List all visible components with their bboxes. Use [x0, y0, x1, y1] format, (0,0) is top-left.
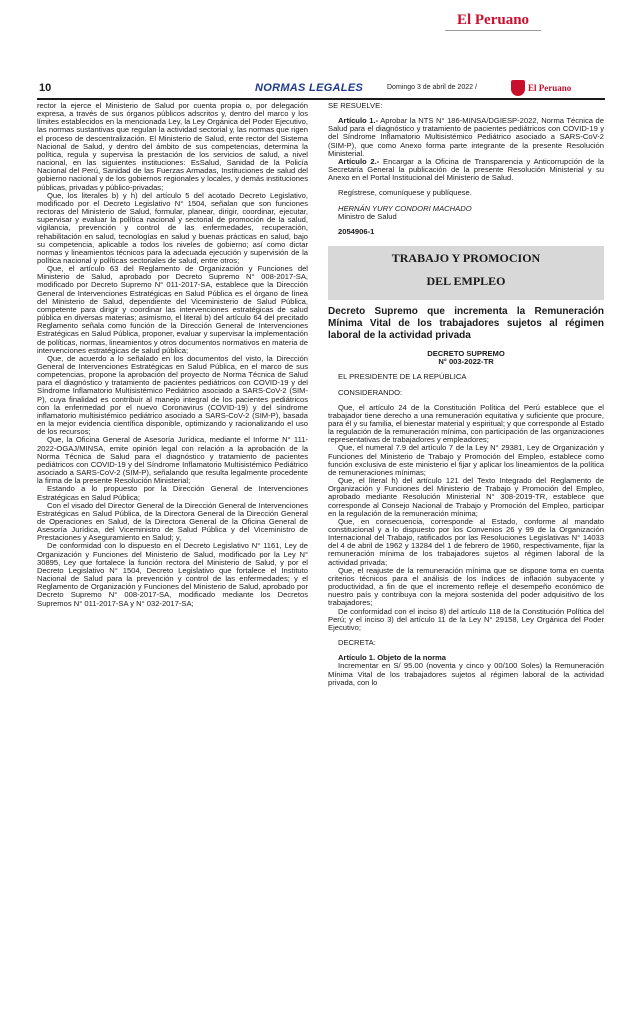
signer-title: Ministro de Salud	[338, 211, 397, 221]
section-banner-line-1: TRABAJO Y PROMOCION	[391, 251, 541, 266]
paragraph: De conformidad con lo dispuesto en el Decreto Legislativo N° 1161, Ley de Organización y Funciones del Ministerio de Salud, modificado por la Ley N° 30895, Ley que fortalece la función rectora del Ministerio de Salud, y por el Decreto Legislativo N° 1504, Decreto Legislativo que fortalece el Instituto Nacional de Salud para la prevención y control de las enfermedades; y el Reglamento de Organización y Funciones del Ministerio de Salud, aprobado por Decreto Supremo N° 008-2017-SA, modificado mediante los Decretos Supremos N° 011-2017-SA y N° 032-2017-SA;	[37, 541, 308, 608]
paragraph: Que, el artículo 63 del Reglamento de Organización y Funciones del Ministerio de Salud, aprobado por Decreto Supremo N° 008-2017-SA, modificado por Decreto Supremo N° 011-2017-SA, establece que la Dirección General de Intervenciones Estratégicas en Salud Pública es el órgano de línea del Ministerio de Salud, dependiente del Viceministerio de Salud Pública, competente para dirigir y coordinar las intervenciones estratégicas de salud pública en diversas materias; asimismo, el literal b) del artículo 64 del precitado Reglamento señala como función de la Dirección General de Intervenciones Estratégicas en Salud Pública, proponer, evaluar y supervisar la implementación de políticas, normas, lineamientos y otros documentos normativos en materia de intervenciones estratégicas de salud pública;	[37, 264, 308, 355]
paragraph: Que, el reajuste de la remuneración mínima que se dispone toma en cuenta criterios técnicos para el análisis de los índices de inflación subyacente y productividad, a fin de que el incremento refleje el desempeño económico de nuestro país y contribuya con la mejora sostenida del poder adquisitivo de los trabajadores;	[328, 565, 604, 608]
section-banner-line-2: DEL EMPLEO	[426, 274, 506, 289]
resolves-heading: SE RESUELVE:	[328, 101, 383, 110]
paragraph: Que, el literal h) del artículo 121 del Texto Integrado del Reglamento de Organización y Funciones del Ministerio de Trabajo y Promoción del Empleo, aprobado mediante Resolución Ministerial N° 308-2019-TR, establece que corresponde al Consejo Nacional de Trabajo y Promoción del Empleo, participar en la regulación de la remuneración mínima;	[328, 476, 604, 518]
coat-of-arms-icon	[511, 80, 525, 96]
paragraph: Que, en consecuencia, corresponde al Estado, conforme al mandato constitucional y a lo dispuesto por los Convenios 26 y 99 de la Organización Internacional del Trabajo, ratificados por las Resoluciones Legislativas N° 14033 del 4 de abril de 1962 y 13284 del 1 de febrero de 1960, respectivamente, fijar la remuneración mínima de los trabajadores sujetos al régimen laboral de la actividad privada;	[328, 516, 604, 567]
section-banner	[328, 246, 604, 300]
page-number: 10	[39, 82, 52, 94]
paragraph: Que, el numeral 7.9 del artículo 7 de la Ley N° 29381, Ley de Organización y Funciones del Ministerio de Trabajo y Promoción del Empleo, establece como función exclusiva de este ministerio el fijar y aplicar los lineamientos de la política de remuneraciones mínimas;	[328, 443, 604, 477]
paragraph: Que, de acuerdo a lo señalado en los documentos del visto, la Dirección General de Intervenciones Estratégicas en Salud Pública, en el marco de sus competencias, propone la aprobación del proyecto de Norma Técnica de Salud para el diagnóstico y tratamiento de pacientes pediátricos con COVID-19 y del Síndrome Inflamatorio Multisistémico Pediátrico asociado a SARS-CoV-2 (SIM-P), cuya finalidad es contribuir al manejo integral de los pacientes pediátricos con la enfermedad por el nuevo Coronavirus (COVID-19) y del síndrome inflamatorio multisistémico pediátrico asociado a SARS-CoV-2 (SIM-P), basada en la mejor evidencia científica disponible, optimizando y racionalizando el uso de los recursos;	[37, 353, 308, 437]
decrees-heading: DECRETA:	[338, 638, 376, 648]
article-1	[328, 117, 604, 158]
article-object-text: Incrementar en S/ 95.00 (noventa y cinco y 00/100 Soles) la Remuneración Mínima Vital de los trabajadores sujetos al régimen laboral de la actividad privada, con lo	[328, 661, 604, 687]
masthead-rule	[445, 30, 541, 35]
article-text: Aprobar la NTS N° 186-MINSA/DGIESP-2022, Norma Técnica de Salud para el diagnóstico y tratamiento de pacientes pediátricos con COVID-19 y del Síndrome Inflamatorio Multisistémico Pediátrico asociado a SARS-CoV-2 (SIM-P), que como Anexo forma parte integrante de la presente Resolución Ministerial.	[328, 116, 604, 158]
article-text: Encargar a la Oficina de Transparencia y Anticorrupción de la Secretaría General la publicación de la presente Resolución Ministerial y su Anexo en el Portal Institucional del Ministerio de Salud.	[328, 156, 604, 183]
paragraph: Con el visado del Director General de la Dirección General de Intervenciones Estratégicas en Salud Pública, de la Directora General de la Dirección General de Operaciones en Salud, de la Directora General de la Oficina General de Asesoría Jurídica, del Viceministro de Salud Pública y del Viceministro de Prestaciones y Aseguramiento en Salud; y,	[37, 500, 308, 543]
paragraph: Que, la Oficina General de Asesoría Jurídica, mediante el Informe N° 111-2022-OGAJ/MINSA, emite opinión legal con relación a la aprobación de la Norma Técnica de Salud para el diagnóstico y tratamiento de pacientes pediátricos con COVID-19 y del Síndrome Inflamatorio Multisistémico Pediátrico asociado a SARS-CoV-2 (SIM-P), señalando que resulta legalmente procedente la firma de la presente Resolución Ministerial;	[37, 435, 308, 486]
considering-heading: CONSIDERANDO:	[338, 387, 403, 397]
decree-label: DECRETO SUPREMO	[427, 349, 505, 359]
article-2	[328, 158, 604, 182]
header-brand: El Peruano	[528, 83, 572, 93]
publication-date: Domingo 3 de abril de 2022 /	[387, 84, 477, 91]
paragraph: rector la ejerce el Ministerio de Salud por cuenta propia o, por delegación expresa, a través de sus órganos públicos adscritos y, dentro del marco y los límites establecidos en la mencionada Ley, la Ley Orgánica del Poder Ejecutivo, las normas sustantivas que regulan la actividad sectorial y, las normas que rigen el proceso de descentralización. El Ministerio de Salud, ente rector del Sistema Nacional de Salud, y dentro del ámbito de sus competencias, determina la política, regula y supervisa la prestación de los servicios de salud, a nivel nacional, en las siguientes instituciones: EsSalud, Sanidad de la Policía Nacional del Perú, Sanidad de las Fuerzas Armadas, Instituciones de salud del gobierno nacional y de los gobiernos regionales y locales, y demás instituciones públicas, privadas y público-privadas;	[37, 101, 308, 192]
president-heading: EL PRESIDENTE DE LA REPÚBLICA	[338, 372, 467, 382]
page-header	[37, 82, 605, 100]
decree-title: Decreto Supremo que incrementa la Remuneración Mínima Vital de los trabajadores sujetos al régimen laboral de la actividad privada	[328, 306, 604, 342]
decree-number: N° 003-2022-TR	[438, 357, 494, 367]
masthead-logo: El Peruano	[456, 12, 530, 28]
right-column	[328, 102, 604, 687]
article-label: Artículo 1.-	[338, 116, 379, 126]
paragraph: Que, los literales b) y h) del artículo 5 del acotado Decreto Legislativo, modificado por el Decreto Legislativo N° 1504, señalan que son funciones rectoras del Ministerio de Salud, formular, planear, dirigir, coordinar, ejecutar, supervisar y evaluar la política nacional y sectorial de promoción de la salud, vigilancia, prevención y control de las enfermedades, recuperación, rehabilitación en salud, tecnologías en salud y buenas prácticas en salud, bajo su competencia, aplicable a todos los niveles de gobierno; así como dictar normas y lineamientos técnicos para la adecuada ejecución y supervisión de la política nacional y políticas sectoriales de salud, entre otros;	[37, 190, 308, 265]
paragraph: Estando a lo propuesto por la Dirección General de Intervenciones Estratégicas en Salud Pública;	[37, 484, 308, 502]
article-object-label: Artículo 1. Objeto de la norma	[338, 653, 447, 663]
paragraph: Que, el artículo 24 de la Constitución Política del Perú establece que el trabajador tiene derecho a una remuneración equitativa y suficiente que procure, para él y su familia, el bienestar material y espiritual; y que corresponde al Estado la regulación de la remuneración mínima, con participación de las organizaciones representativas de trabajadores y empleadores;	[328, 402, 604, 445]
article-label: Artículo 2.-	[338, 156, 380, 166]
left-column	[37, 102, 308, 608]
newspaper-page	[37, 8, 605, 1012]
closing-formula: Regístrese, comuníquese y publíquese.	[338, 188, 472, 198]
signer-name: HERNÁN YURY CONDORI MACHADO	[338, 203, 472, 213]
publication-code: 2054906-1	[338, 226, 375, 236]
section-title: NORMAS LEGALES	[255, 82, 364, 94]
paragraph: De conformidad con el inciso 8) del artículo 118 de la Constitución Política del Perú; y el inciso 3) del artículo 11 de la Ley N° 29158, Ley Orgánica del Poder Ejecutivo;	[328, 606, 604, 632]
